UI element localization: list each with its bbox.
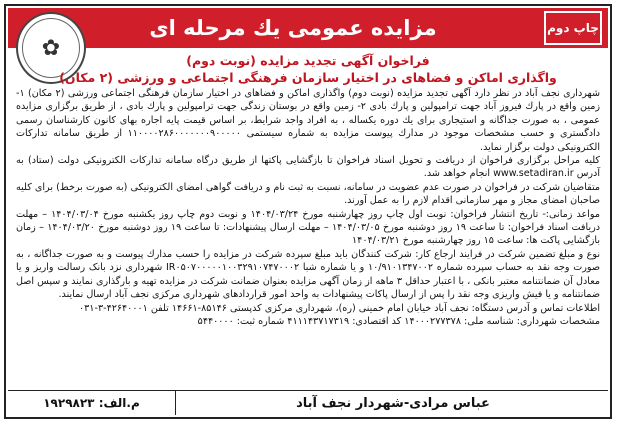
intro-paragraph: شهرداری نجف آباد در نظر دارد آگهی تجدید مزایده (نوبت دوم) واگذاری اماکن و فضاهای در اختیار سازمان فرهنگی اجتماعی ورزشی (۲ مکان) ۱-زمین واقع در پارك فیروز آباد جهت ترامپولین و پارك بادی ۲- زمین واقع در بوستان زندگی جهت ترامپولین و پارك بادی ، از طریق برگزاری مزایده عمومی ، به صورت جداگانه و استیجاری برای یك دوره یكساله ، به افراد واجد شرایط، بر اساس قیمت پایه اجاره بهای كانون كارشناسان رسمی دادگستری و حسب مشخصات موجود در مدارك پیوست مزایده به شماره سیستمی ۱۱۰۰۰۰۲۸۶۰۰۰۰۰۰۰۹۰۰۰۰۰ از طریق سامانه تدارکات الکترونیکی دولت برگزار نماید.	[16, 88, 600, 153]
announcement-header	[8, 8, 608, 48]
procedure-paragraph: کلیه مراحل برگزاری فراخوان از دریافت و تحویل اسناد فراخوان تا بازگشایی پاکتها از طریق درگاه سامانه تدارکات الکترونیکی دولت (ستاد) به آدرس www.setadiran.ir انجام خواهد شد.	[16, 155, 600, 180]
registry-paragraph: مشخصات شهرداری: شناسه ملی: ۱۴۰۰۰۲۷۷۳۷۸ کد اقتصادی: ۴۱۱۱۴۳۷۱۷۳۱۹ شماره ثبت: ۵۴۴۰۰۰۰	[197, 315, 600, 327]
announcement-footer	[8, 390, 608, 415]
print-badge: چاپ دوم	[544, 11, 602, 45]
announcement-body	[16, 87, 600, 328]
guarantee-paragraph: نوع و مبلغ تضمین شرکت در فرایند ارجاع کار: شرکت کنندگان باید مبلغ سپرده شرکت در مزایده را حسب مدارك پیوست و به صورت جداگانه ، به صورت وجه نقد به حساب سپرده شماره ۱۰/۹۱۰۱۳۴۷۰۰۲ و یا شماره شبا IR۰۵۰۷۰۰۰۰۰۱۰۰۳۲۹۱۰۷۴۷۰۰۰۲ شهرداری نزد بانک رسالت واریز و یا معادل آن ضمانتنامه معتبر بانکی ، با اعتبار حداقل ۳ ماهه از زمان آگهی مزایده بعنوان ضمانت شرکت در مزایده تهیه و بارگذاری نمایند و سپس اصل ضمانتنامه و یا فیش واریزی وجه نقد را پس از ارسال پاکات پیشنهادات به واحد امور قراردادهای شهرداری مرکزی نجف آباد ارسال نمایند.	[16, 248, 600, 301]
deadlines-paragraph: مواعد زمانی:- تاریخ انتشار فراخوان: نوبت اول چاپ روز چهارشنبه مورخ ۱۴۰۴/۰۳/۲۴ و نوبت دوم چاپ روز یکشنبه مورخ ۱۴۰۴/۰۳/۰۴ – مهلت دریافت اسناد فراخوان: تا ساعت ۱۹ روز دوشنبه مورخ ۱۴۰۴/۰۳/۰۵ – مهلت ارسال پیشنهادات: تا ساعت ۱۹ روز دوشنبه مورخ ۱۴۰۴/۰۳/۲۰ – زمان بازگشایی پاکت ها: ساعت ۱۵ روز چهارشنبه مورخ ۱۴۰۴/۰۳/۲۱	[16, 208, 601, 247]
announcement-title: مزایده عمومی یك مرحله ای	[149, 16, 437, 40]
seal-emblem-icon: ✿	[22, 18, 80, 78]
tender-subtitle: فراخوان آگهی تجدید مزایده (نوبت دوم)	[186, 53, 430, 68]
mayor-signature: عباس مرادی-شهردار نجف آباد	[296, 395, 490, 411]
registration-paragraph: متقاضیان شرکت در فراخوان در صورت عدم عضویت در سامانه، نسبت به ثبت نام و دریافت گواهی امضای الکترونیکی (به صورت برخط) برای کلیه صاحبان امضای مجاز و مهر سازمانی اقدام لازم را به عمل آورند.	[16, 181, 600, 207]
announcement-content	[16, 52, 600, 328]
tender-subject: واگذاری اماکن و فضاهای در اختیار سازمان فرهنگی اجتماعی و ورزشی (۲ مکان)	[59, 70, 557, 85]
contact-paragraph: اطلاعات تماس و آدرس دستگاه: نجف آباد خیابان امام خمینی (ره)، شهرداری مرکزی کدپستی ۸۵۱۴۶-۱۴۶۶۱ تلفن ۴۲۶۴۰۰۰۱-۳-۰۳۱	[79, 302, 600, 314]
announcement-frame	[4, 4, 612, 419]
reference-code: م.الف: ۱۹۲۹۸۲۳	[8, 391, 176, 415]
